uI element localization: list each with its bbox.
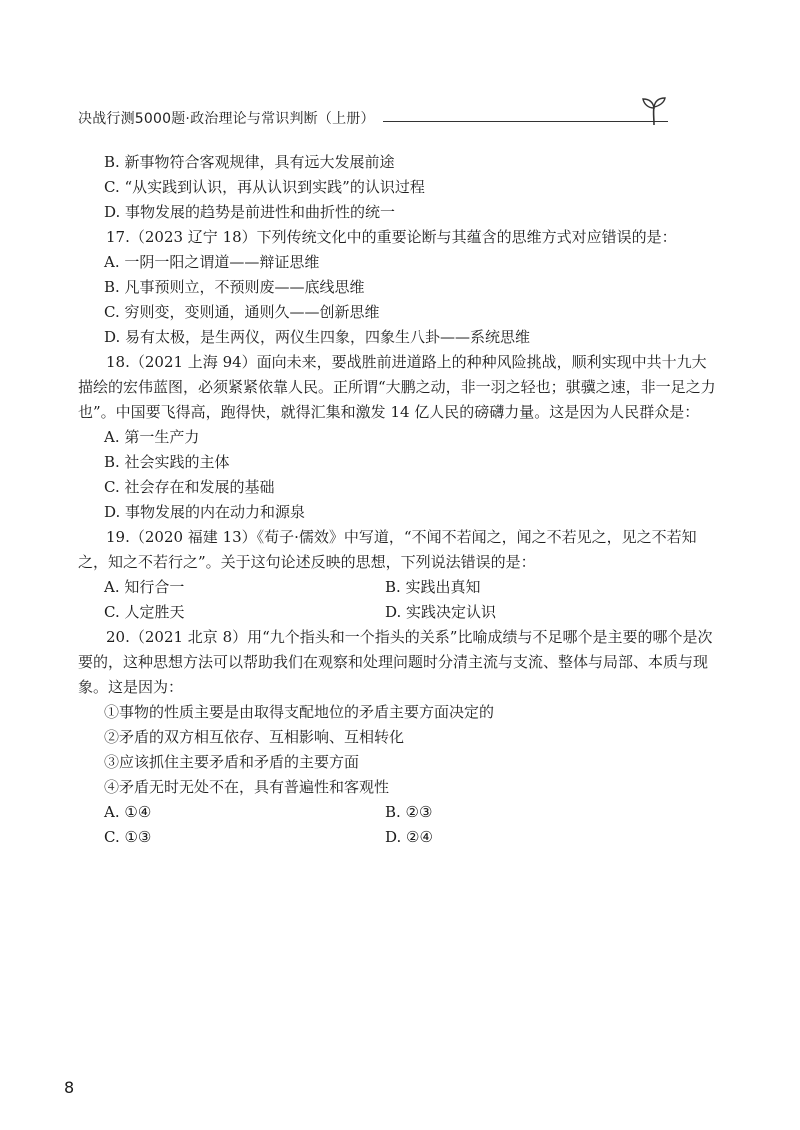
q16-option-b: B. 新事物符合客观规律，具有远大发展前途 xyxy=(104,153,395,171)
q17-option-d: D. 易有太极，是生两仪，两仪生四象，四象生八卦——系统思维 xyxy=(104,328,531,346)
q20-statement-1: ①事物的性质主要是由取得支配地位的矛盾主要方面决定的 xyxy=(104,703,495,721)
q19-stem: 19.（2020 福建 13）《荀子·儒效》中写道，“不闻不若闻之，闻之不若见之，见之不若知之，知之不若行之”。关于这句论述反映的思想，下列说法错误的是： xyxy=(78,528,697,571)
q18-option-a: A. 第一生产力 xyxy=(104,428,200,446)
q18-stem: 18.（2021 上海 94）面向未来，要战胜前进道路上的种种风险挑战，顺利实现中共十九大描绘的宏伟蓝图，必须紧紧依靠人民。正所谓“大鹏之动，非一羽之轻也；骐骥之速，非一足之力也”。中国要飞得高，跑得快，就得汇集和激发 14 亿人民的磅礴力量。这是因为人民群众是： xyxy=(78,353,716,421)
q20-option-b: B. ②③ xyxy=(385,803,433,821)
header-rule xyxy=(383,121,668,122)
page-content xyxy=(78,150,718,850)
q19-option-b: B. 实践出真知 xyxy=(385,578,481,596)
q18-option-c: C. 社会存在和发展的基础 xyxy=(104,478,275,496)
q18-option-b: B. 社会实践的主体 xyxy=(104,453,230,471)
q16-option-c: C. “从实践到认识，再从认识到实践”的认识过程 xyxy=(104,178,425,196)
q17-stem: 17.（2023 辽宁 18）下列传统文化中的重要论断与其蕴含的思维方式对应错误的是： xyxy=(106,228,677,246)
q20-statement-4: ④矛盾无时无处不在，具有普遍性和客观性 xyxy=(104,778,390,796)
q19-options-row-1 xyxy=(78,575,718,600)
q17-option-b: B. 凡事预则立，不预则废——底线思维 xyxy=(104,278,365,296)
sprout-icon xyxy=(640,96,668,126)
q18-option-d: D. 事物发展的内在动力和源泉 xyxy=(104,503,306,521)
q20-stem: 20.（2021 北京 8）用“九个指头和一个指头的关系”比喻成绩与不足哪个是主要的哪个是次要的，这种思想方法可以帮助我们在观察和处理问题时分清主流与支流、整体与局部、本质与现象。这是因为： xyxy=(78,628,713,696)
q20-options-row-1 xyxy=(78,800,718,825)
q19-option-c: C. 人定胜天 xyxy=(104,603,185,621)
q20-statement-2: ②矛盾的双方相互依存、互相影响、互相转化 xyxy=(104,728,405,746)
running-header xyxy=(78,104,678,128)
q17-option-c: C. 穷则变，变则通，通则久——创新思维 xyxy=(104,303,380,321)
q17-option-a: A. 一阴一阳之谓道——辩证思维 xyxy=(104,253,320,271)
q20-statement-3: ③应该抓住主要矛盾和矛盾的主要方面 xyxy=(104,753,360,771)
q19-option-a: A. 知行合一 xyxy=(104,578,185,596)
q20-option-a: A. ①④ xyxy=(104,803,152,821)
q20-options-row-2 xyxy=(78,825,718,850)
page-number: 8 xyxy=(64,1078,75,1097)
q20-option-d: D. ②④ xyxy=(385,828,433,846)
book-title: 决战行测5000题·政治理论与常识判断（上册） xyxy=(78,111,375,127)
q19-options-row-2 xyxy=(78,600,718,625)
q16-option-d: D. 事物发展的趋势是前进性和曲折性的统一 xyxy=(104,203,396,221)
q19-option-d: D. 实践决定认识 xyxy=(385,603,497,621)
q20-option-c: C. ①③ xyxy=(104,828,152,846)
